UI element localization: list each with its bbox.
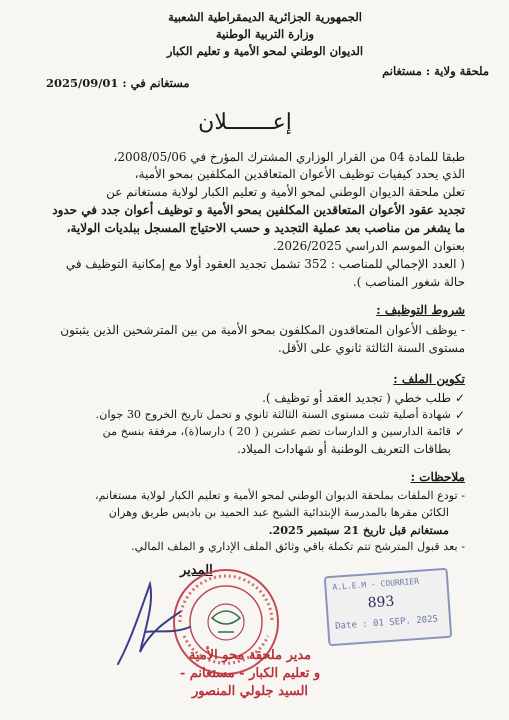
notes-line-2: الكائن مقرها بالمدرسة الإبتدائية الشيخ عبد الحميد بن باديس طريق وهران <box>108 506 449 519</box>
signature-line-3: السيد جلولي المنصور <box>191 684 309 699</box>
header-republic: الجمهورية الجزائرية الديمقراطية الشعبية <box>168 10 362 24</box>
notes-line-4: - بعد قبول المترشح تتم تكملة باقي وثائق الملف الإداري و الملف المالي. <box>131 540 465 553</box>
notes-line-3: مستغانم قبل تاريخ 21 سبتمبر 2025. <box>268 523 449 537</box>
file-heading: تكوين الملف : <box>393 372 465 386</box>
notes-line-1: - تودع الملفات بملحقة الديوان الوطني لمحو الأمية و تعليم الكبار لولاية مستغانم، <box>94 489 465 502</box>
conditions-line-1: - يوظف الأعوان المتعاقدون المكلفون بمحو الأمية من بين المترشحين الذين يثبتون <box>60 323 465 337</box>
signature-role: المدير <box>180 563 213 578</box>
intro-line-8: حالة شغور المناصب ). <box>352 275 465 289</box>
checkmark-icon: ✓ <box>454 408 465 422</box>
signature-line-1: مدير ملحقة محو الأمية <box>188 648 312 663</box>
signature-line-2: و تعليم الكبار - مستغانم - <box>179 666 321 681</box>
stamp-org: A.L.E.M - COURRIER <box>332 576 420 592</box>
checkmark-icon: ✓ <box>454 425 465 439</box>
file-item-2: شهادة أصلية تثبت مستوى السنة الثالثة ثانوي و تحمل تاريخ الخروج 30 جوان. <box>95 408 451 421</box>
intro-line-3: تعلن ملحقة الديوان الوطني لمحو الأمية و تعليم الكبار لولاية مستغانم عن <box>106 185 465 199</box>
intro-line-5: ما يشغر من مناصب بعد عملية التجديد و حسب الاحتياج المسجل ببلديات الولاية، <box>66 221 465 235</box>
intro-line-1: طبقا للمادة 04 من القرار الوزاري المشترك المؤرخ في 2008/05/06، <box>113 150 465 164</box>
header-place-date: مستغانم في : 2025/09/01 <box>46 76 190 90</box>
header-annex: ملحقة ولاية : مستغانم <box>382 64 489 78</box>
intro-line-6: بعنوان الموسم الدراسي 2026/2025. <box>272 239 465 253</box>
file-item-3a: قائمة الدارسين و الدارسات تضم عشرين ( 20 ) دارسا(ة)، مرفقة بنسخ من <box>102 425 451 438</box>
received-stamp <box>324 568 453 646</box>
notes-heading: ملاحظات : <box>410 470 465 484</box>
header-ministry: وزارة التربية الوطنية <box>215 27 315 41</box>
conditions-line-2: مستوى السنة الثالثة ثانوي على الأقل. <box>277 341 465 355</box>
intro-line-7: ( العدد الإجمالي للمناصب : 352 تشمل تجديد العقود أولا مع إمكانية التوظيف في <box>65 257 465 271</box>
stamp-number: 893 <box>367 593 395 612</box>
stamp-date: Date : 01 SEP. 2025 <box>334 614 439 632</box>
file-item-1: طلب خطي ( تجديد العقد أو توظيف ). <box>262 391 451 405</box>
file-item-3b: بطاقات التعريف الوطنية أو شهادات الميلاد. <box>236 442 451 456</box>
checkmark-icon: ✓ <box>454 391 465 405</box>
page-title: إعـــــــلان <box>198 110 292 135</box>
intro-line-2: الذي يحدد كيفيات توظيف الأعوان المتعاقدين المكلفين بمحو الأمية، <box>134 167 465 181</box>
conditions-heading: شروط التوظيف : <box>376 303 465 317</box>
intro-line-4: تجديد عقود الأعوان المتعاقدين المكلفين بمحو الأمية و توظيف أعوان جدد في حدود <box>52 203 465 217</box>
header-office: الديوان الوطني لمحو الأمية و تعليم الكبار <box>166 44 364 58</box>
